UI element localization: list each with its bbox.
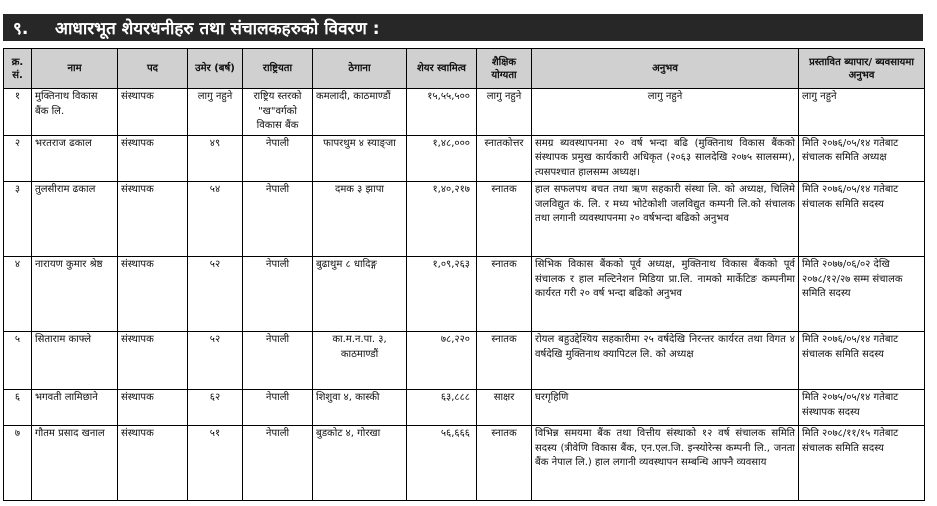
cell-name: नारायण कुमार श्रेष्ठ: [32, 257, 118, 332]
cell-proposed: मिति २०७६/०५/१४ गतेबाट संचालक समिति अध्यक्ष: [799, 135, 925, 182]
col-header-address: ठेगाना: [313, 49, 407, 89]
cell-shares: १५,५५,५००: [407, 89, 477, 136]
cell-shares: ६३,८८८: [407, 390, 477, 426]
cell-experience: हाल सफलपथ बचत तथा ऋण सहकारी संस्था लि. को अध्यक्ष, चिलिमे जलविद्युत कं. लि. र मध्य भोटेकोशी जलविद्युत कम्पनी लि.को संचालक तथा लगानी व्यवस्थापनमा २० वर्षभन्दा बढिको अनुभव: [532, 182, 799, 257]
cell-experience: विभिन्न समयमा बैंक तथा वित्तीय संस्थाको १२ वर्ष संचालक समिति सदस्य (त्रीवेणि विकास बैंक, एन.एल.जि. इन्स्योरेन्स कम्पनी लि., जनता बैंक नेपाल लि.) हाल लगानी व्यवस्थापन सम्बन्धि आफ्नै व्यवसाय: [532, 426, 799, 501]
cell-education: स्नातकोत्तर: [477, 135, 532, 182]
col-header-age: उमेर (बर्ष): [188, 49, 243, 89]
table-row: [4, 257, 925, 332]
cell-sn: १: [4, 89, 32, 136]
cell-shares: ५६,६६६: [407, 426, 477, 501]
cell-proposed: लागु नहुने: [799, 89, 925, 136]
cell-experience: लागु नहुने: [532, 89, 799, 136]
cell-education: लागु नहुने: [477, 89, 532, 136]
cell-sn: २: [4, 135, 32, 182]
cell-sn: ४: [4, 257, 32, 332]
cell-address: बुढाथुम ८ धादिङ्ग: [313, 257, 407, 332]
cell-experience: घरगृहिणि: [532, 390, 799, 426]
cell-post: संस्थापक: [118, 135, 188, 182]
table-row: [4, 89, 925, 136]
cell-education: स्नातक: [477, 182, 532, 257]
table-row: [4, 390, 925, 426]
cell-address: फापरथुम ४ स्याङ्जा: [313, 135, 407, 182]
cell-name: मुक्तिनाथ विकास बैंक लि.: [32, 89, 118, 136]
table-row: [4, 332, 925, 390]
cell-age: ५२: [188, 332, 243, 390]
cell-education: स्नातक: [477, 426, 532, 501]
cell-nationality: नेपाली: [243, 390, 313, 426]
cell-sn: ५: [4, 332, 32, 390]
cell-proposed: मिति २०७८/११/१५ गतेबाट संचालक समिति सदस्य: [799, 426, 925, 501]
cell-address: का.म.न.पा. ३, काठमाण्डौं: [313, 332, 407, 390]
cell-nationality: नेपाली: [243, 332, 313, 390]
cell-age: ४९: [188, 135, 243, 182]
cell-education: स्नातक: [477, 332, 532, 390]
section-title: आधारभूत शेयरधनीहरु तथा संचालकहरुको विवरण :: [55, 19, 380, 39]
col-header-nationality: राष्ट्रियता: [243, 49, 313, 89]
cell-name: भरतराज ढकाल: [32, 135, 118, 182]
cell-nationality: राष्ट्रिय स्तरको "ख"वर्गको विकास बैंक: [243, 89, 313, 136]
cell-sn: ३: [4, 182, 32, 257]
cell-name: सिताराम काफ्ले: [32, 332, 118, 390]
cell-post: संस्थापक: [118, 182, 188, 257]
cell-education: साक्षर: [477, 390, 532, 426]
cell-age: ५२: [188, 257, 243, 332]
col-header-proposed: प्रस्तावित ब्यापार/ ब्यवसायमा अनुभव: [799, 49, 925, 89]
cell-experience: समग्र ब्यवस्थापनमा २० वर्ष भन्दा बढि (मुक्तिनाथ विकास बैंकको संस्थापक प्रमुख कार्यकारी अधिकृत (२०६३ सालदेखि २०७५ सालसम्म), त्यसपश्चात हालसम्म अध्यक्ष।: [532, 135, 799, 182]
cell-shares: १,४०,२१७: [407, 182, 477, 257]
cell-shares: १,४८,०००: [407, 135, 477, 182]
cell-post: संस्थापक: [118, 257, 188, 332]
cell-sn: ७: [4, 426, 32, 501]
cell-experience: रोयल बहुउद्देश्यिय सहकारीमा २५ वर्षदेखि निरन्तर कार्यरत तथा विगत ४ वर्षदेखि मुक्तिनाथ क्यापिटल लि. को अध्यक्ष: [532, 332, 799, 390]
cell-address: दमक ३ झापा: [313, 182, 407, 257]
col-header-experience: अनुभव: [532, 49, 799, 89]
cell-nationality: नेपाली: [243, 182, 313, 257]
cell-post: संस्थापक: [118, 426, 188, 501]
section-header: [3, 14, 923, 41]
cell-address: कमलादी, काठमाण्डौं: [313, 89, 407, 136]
cell-proposed: मिति २०७५/०५/१४ गतेबाट संस्थापक सदस्य: [799, 390, 925, 426]
cell-education: स्नातक: [477, 257, 532, 332]
cell-nationality: नेपाली: [243, 135, 313, 182]
col-header-sn: क्र. सं.: [4, 49, 32, 89]
table-row: [4, 135, 925, 182]
cell-shares: १,०९,२६३: [407, 257, 477, 332]
cell-address: शिशुवा ४, कास्की: [313, 390, 407, 426]
cell-age: ५१: [188, 426, 243, 501]
col-header-education: शैक्षिक योग्यता: [477, 49, 532, 89]
cell-post: संस्थापक: [118, 332, 188, 390]
cell-name: गौतम प्रसाद खनाल: [32, 426, 118, 501]
cell-proposed: मिति २०७६/०५/१४ गतेबाट संचालक समिति सदस्य: [799, 332, 925, 390]
shareholders-table: [3, 48, 925, 501]
cell-post: संस्थापक: [118, 390, 188, 426]
table-header-row: [4, 49, 925, 89]
cell-name: भगवती लामिछाने: [32, 390, 118, 426]
cell-proposed: मिति २०७७/०६/०२ देखि २०७८/१२/२७ सम्म संचालक समिति सदस्य: [799, 257, 925, 332]
table-row: [4, 426, 925, 501]
col-header-name: नाम: [32, 49, 118, 89]
cell-shares: ७८,२२०: [407, 332, 477, 390]
cell-post: संस्थापक: [118, 89, 188, 136]
cell-age: लागु नहुने: [188, 89, 243, 136]
cell-address: बुडकोट ४, गोरखा: [313, 426, 407, 501]
table-row: [4, 182, 925, 257]
cell-nationality: नेपाली: [243, 257, 313, 332]
cell-name: तुलसीराम ढकाल: [32, 182, 118, 257]
cell-sn: ६: [4, 390, 32, 426]
col-header-shares: शेयर स्वामित्व: [407, 49, 477, 89]
cell-proposed: मिति २०७६/०५/१४ गतेबाट संचालक समिति सदस्य: [799, 182, 925, 257]
cell-experience: सिभिक विकास बैंकको पूर्व अध्यक्ष, मुक्तिनाथ विकास बैंकको पूर्व संचालक र हाल मल्टिनेशन मिडिया प्रा.लि. नामको मार्केटिङ कम्पनीमा कार्यरत गरी २० वर्ष भन्दा बढिको अनुभव: [532, 257, 799, 332]
section-number: ९.: [13, 19, 29, 39]
cell-age: ५४: [188, 182, 243, 257]
cell-nationality: नेपाली: [243, 426, 313, 501]
cell-age: ६२: [188, 390, 243, 426]
col-header-post: पद: [118, 49, 188, 89]
